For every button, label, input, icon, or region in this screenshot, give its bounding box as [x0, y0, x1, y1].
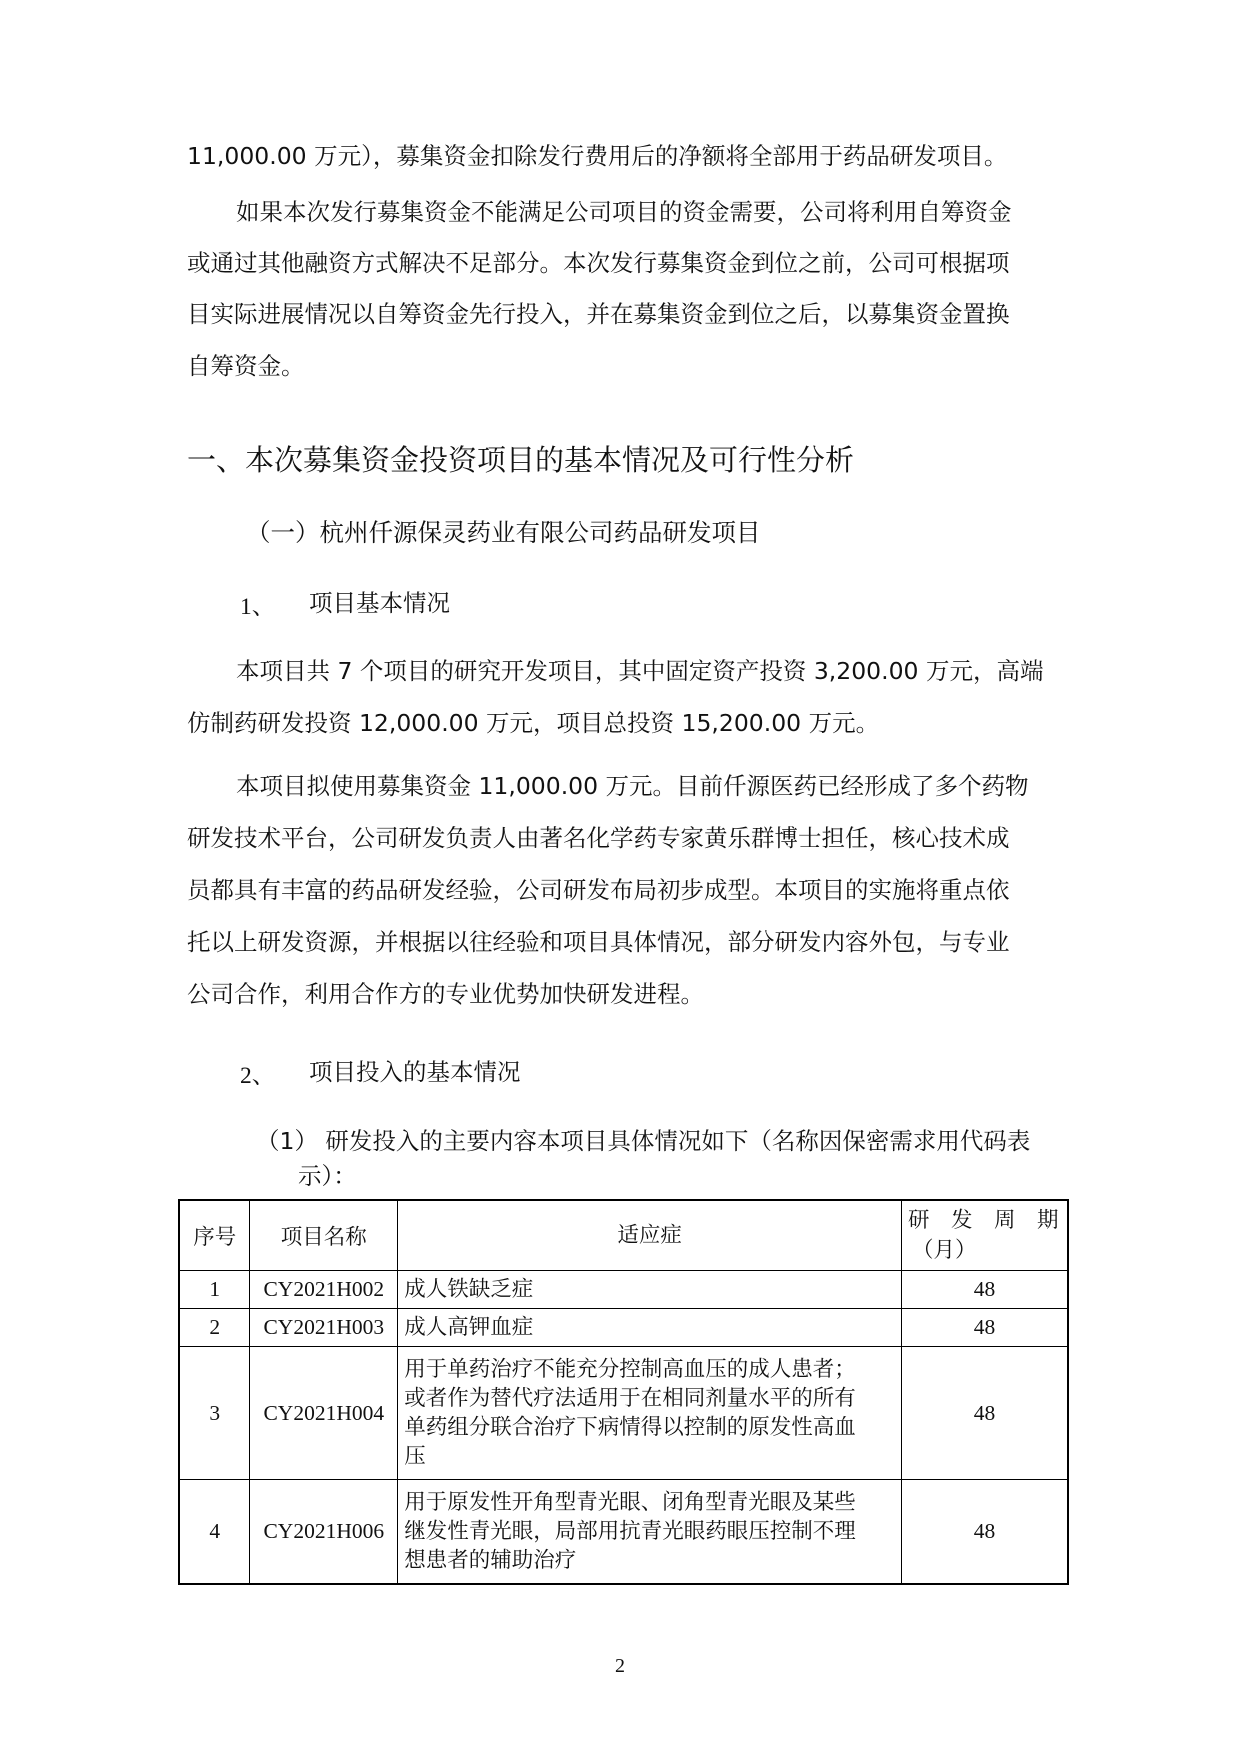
- cell-indication: [398, 1271, 902, 1309]
- paragraph-line: 研发技术平台，公司研发负责人由著名化学药专家黄乐群博士担任，核心技术成: [187, 824, 1010, 852]
- table-row: [179, 1309, 1068, 1347]
- cell-code: CY2021H004: [250, 1347, 398, 1480]
- subitem-line: 示）：: [298, 1162, 357, 1190]
- header-period: [902, 1200, 1068, 1271]
- project-table: [178, 1199, 1069, 1585]
- cell-code: CY2021H003: [250, 1309, 398, 1347]
- subsection-heading: （一）杭州仟源保灵药业有限公司药品研发项目: [246, 518, 761, 547]
- indication-line: 想患者的辅助治疗: [404, 1547, 577, 1573]
- item-title: 项目基本情况: [309, 589, 450, 617]
- indication-line: 成人高钾血症: [404, 1315, 534, 1340]
- section-heading: 一、本次募集资金投资项目的基本情况及可行性分析: [187, 443, 855, 477]
- paragraph-line: 11,000.00 万元），募集资金扣除发行费用后的净额将全部用于药品研发项目。: [187, 142, 1008, 170]
- cell-indication: [398, 1480, 902, 1584]
- paragraph-line: 员都具有丰富的药品研发经验，公司研发布局初步成型。本项目的实施将重点依: [187, 876, 1010, 904]
- subitem-line: （1） 研发投入的主要内容本项目具体情况如下（名称因保密需求用代码表: [256, 1127, 1031, 1155]
- table-row: [179, 1480, 1068, 1584]
- cell-code: CY2021H002: [250, 1271, 398, 1309]
- paragraph-line: 目实际进展情况以自筹资金先行投入，并在募集资金到位之后，以募集资金置换: [187, 300, 1010, 328]
- paragraph-line: 如果本次发行募集资金不能满足公司项目的资金需要，公司将利用自筹资金: [236, 198, 1012, 226]
- item-number: 2、: [240, 1063, 276, 1089]
- cell-no: 1: [179, 1271, 250, 1309]
- indication-line: 用于原发性开角型青光眼、闭角型青光眼及某些: [404, 1489, 856, 1515]
- page-number: 2: [615, 1655, 625, 1677]
- cell-code: CY2021H006: [250, 1480, 398, 1584]
- paragraph-line: 托以上研发资源，并根据以往经验和项目具体情况，部分研发内容外包，与专业: [187, 928, 1010, 956]
- table-row: [179, 1347, 1068, 1480]
- cell-no: 4: [179, 1480, 250, 1584]
- header-name: 项目名称: [250, 1200, 398, 1271]
- table-row: [179, 1271, 1068, 1309]
- cell-period: 48: [902, 1480, 1068, 1584]
- cell-period: 48: [902, 1347, 1068, 1480]
- cell-indication: [398, 1309, 902, 1347]
- paragraph-line: 本项目拟使用募集资金 11,000.00 万元。目前仟源医药已经形成了多个药物: [236, 772, 1029, 800]
- cell-no: 2: [179, 1309, 250, 1347]
- table-header-row: [179, 1200, 1068, 1271]
- cell-period: 48: [902, 1309, 1068, 1347]
- paragraph-line: 仿制药研发投资 12,000.00 万元，项目总投资 15,200.00 万元。: [187, 709, 880, 737]
- item-number: 1、: [240, 594, 276, 620]
- header-no: 序号: [179, 1200, 250, 1271]
- header-period-line1: 研 发 周 期: [908, 1207, 1059, 1233]
- indication-line: 继发性青光眼，局部用抗青光眼药眼压控制不理: [404, 1518, 856, 1544]
- cell-no: 3: [179, 1347, 250, 1480]
- indication-line: 或者作为替代疗法适用于在相同剂量水平的所有: [404, 1386, 856, 1411]
- item-title: 项目投入的基本情况: [309, 1058, 521, 1086]
- cell-period: 48: [902, 1271, 1068, 1309]
- cell-indication: [398, 1347, 902, 1480]
- indication-line: 单药组分联合治疗下病情得以控制的原发性高血: [404, 1415, 856, 1440]
- indication-line: 成人铁缺乏症: [404, 1277, 534, 1302]
- header-period-line2: （月）: [912, 1237, 977, 1263]
- header-indication: 适应症: [398, 1200, 902, 1271]
- paragraph-line: 公司合作，利用合作方的专业优势加快研发进程。: [187, 980, 704, 1008]
- paragraph-line: 本项目共 7 个项目的研究开发项目，其中固定资产投资 3,200.00 万元，高端: [236, 657, 1044, 685]
- indication-line: 压: [404, 1444, 426, 1469]
- indication-line: 用于单药治疗不能充分控制高血压的成人患者；: [404, 1357, 856, 1382]
- paragraph-line: 或通过其他融资方式解决不足部分。本次发行募集资金到位之前，公司可根据项: [187, 249, 1010, 277]
- paragraph-line: 自筹资金。: [187, 352, 305, 380]
